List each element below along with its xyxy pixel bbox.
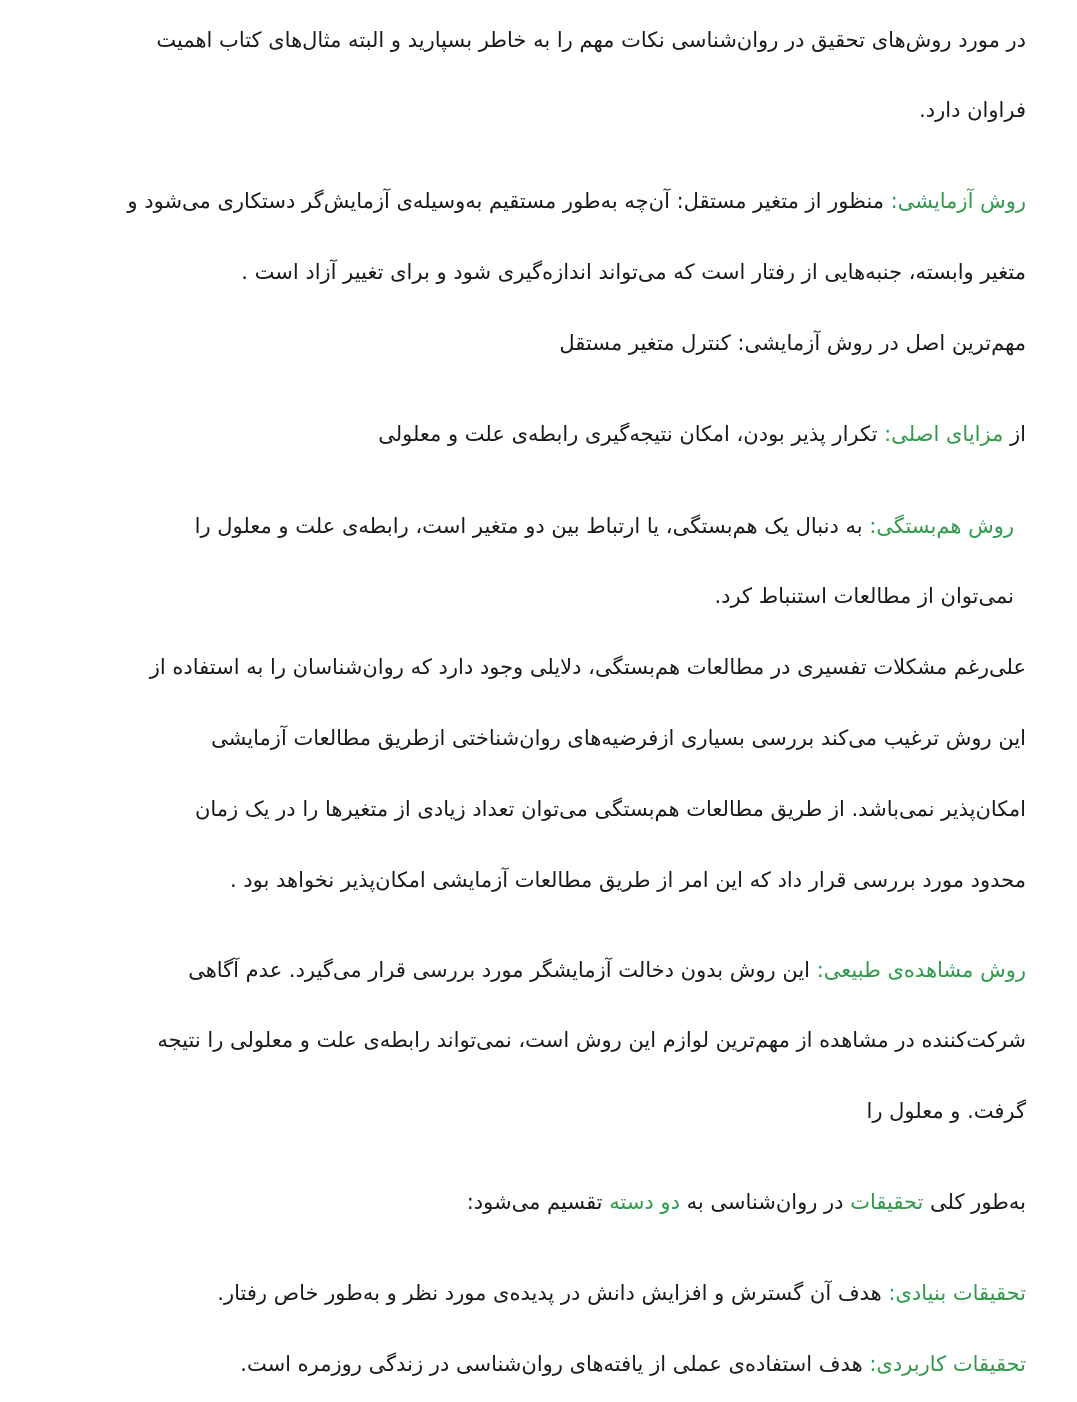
term-basic-research: تحقیقات بنیادی: [888,1281,1026,1305]
text-span: تکرار پذیر بودن، امکان نتیجه‌گیری رابطه‌ی علت و معلولی [378,422,885,446]
paragraph-line: گرفت. و معلول را [866,1099,1026,1123]
main-advantages-line [378,419,1026,449]
paragraph-line: مهم‌ترین اصل در روش آزمایشی: کنترل متغیر مستقل [559,331,1026,355]
text-span: این روش بدون دخالت آزمایشگر مورد بررسی قرار می‌گیرد. عدم آگاهی [188,958,817,982]
paragraph-line: شرکت‌کننده در مشاهده از مهم‌ترین لوازم این روش است، نمی‌تواند رابطه‌ی علت و معلولی را نتیجه [157,1028,1026,1052]
paragraph-line: این روش ترغیب می‌کند بررسی بسیاری ازفرضیه‌های روان‌شناختی ازطریق مطالعات آزمایشی [211,726,1026,750]
term-main-advantages: مزایای اصلی: [884,422,1004,446]
paragraph-line: نمی‌توان از مطالعات استنباط کرد. [714,584,1014,608]
paragraph-line: متغیر وابسته، جنبه‌هایی از رفتار است که می‌تواند اندازه‌گیری شود و برای تغییر آزاد است . [241,260,1026,284]
text-span: در روان‌شناسی به [679,1190,851,1214]
text-span: تقسیم می‌شود: [466,1190,610,1214]
text-span: از [1003,422,1026,446]
applied-research-line [240,1349,1026,1379]
text-span: منظور از متغیر مستقل: آن‌چه به‌طور مستقیم به‌وسیله‌ی آزمایش‌گر دستکاری می‌شود و [127,189,891,213]
term-two-categories: دو دسته [609,1190,680,1214]
basic-research-line [217,1278,1026,1308]
term-correlation-method: روش هم‌بستگی: [869,514,1014,538]
naturalistic-observation-line [188,955,1026,985]
paragraph-line: در مورد روش‌های تحقیق در روان‌شناسی نکات مهم را به خاطر بسپارید و البته مثال‌های کتاب اهمیت [156,28,1026,52]
correlation-method-line [195,511,1014,541]
term-experimental-method: روش آزمایشی: [890,189,1026,213]
paragraph-line: علی‌رغم مشکلات تفسیری در مطالعات هم‌بستگی، دلایلی وجود دارد که روان‌شناسان را به استفاده از [149,655,1026,679]
term-research: تحقیقات [850,1190,924,1214]
paragraph-line: فراوان دارد. [919,98,1026,122]
text-span: به دنبال یک هم‌بستگی، یا ارتباط بین دو متغیر است، رابطه‌ی علت و معلول را [194,514,870,538]
term-applied-research: تحقیقات کاربردی: [869,1352,1026,1376]
experimental-method-line [127,186,1026,216]
paragraph-line: محدود مورد بررسی قرار داد که این امر از طریق مطالعات آزمایشی امکان‌پذیر نخواهد بود . [229,868,1026,892]
paragraph-line: امکان‌پذیر نمی‌باشد. از طریق مطالعات هم‌بستگی می‌توان تعداد زیادی از متغیرها را در یک زمان [194,797,1026,821]
text-span: به‌طور کلی [923,1190,1026,1214]
term-naturalistic-observation: روش مشاهده‌ی طبیعی: [816,958,1026,982]
research-types-line [467,1187,1026,1217]
text-span: هدف آن گسترش و افزایش دانش در پدیده‌ی مورد نظر و به‌طور خاص رفتار. [217,1281,889,1305]
text-span: هدف استفاده‌ی عملی از یافته‌های روان‌شناسی در زندگی روزمره است. [240,1352,870,1376]
